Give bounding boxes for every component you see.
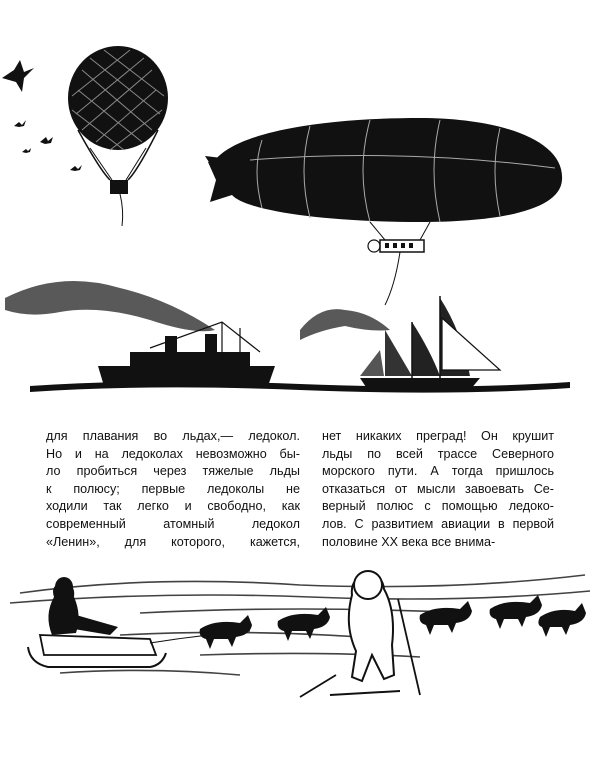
sled-dog-team-illustration xyxy=(0,555,600,725)
text-column-left xyxy=(46,428,300,551)
text-line: ло пробиться через тяжелые льды xyxy=(46,464,300,479)
text-line: нет никаких преград! Он крушит xyxy=(322,429,554,443)
birds-icon xyxy=(2,60,82,171)
text-line: лов. С развитием авиации в первой xyxy=(322,516,554,531)
steamship-icon xyxy=(98,322,275,386)
text-line: морского пути. А тогда пришлось xyxy=(322,464,554,479)
airship-icon xyxy=(205,118,562,305)
sled-icon xyxy=(28,577,250,667)
text-column-right xyxy=(322,428,554,551)
text-line: для плавания во льдах,— ледокол. xyxy=(46,429,300,443)
balloon-icon xyxy=(68,46,168,226)
text-line: к полюсу; первые ледоколы не xyxy=(46,481,300,496)
text-line: льды по всей трассе Северного xyxy=(322,446,554,461)
text-line: Но и на ледоколах невозможно бы- xyxy=(46,446,300,461)
text-line: ходили так легко и свободно, как xyxy=(46,499,300,514)
sailboat-icon xyxy=(360,296,500,390)
balloon-airship-ships-illustration xyxy=(0,30,600,410)
text-line: отказаться от мысли завоевать Се- xyxy=(322,481,554,496)
text-line: половине XX века все внима- xyxy=(322,534,496,549)
text-line: «Ленин», для которого, кажется, xyxy=(46,534,300,549)
text-line: современный атомный ледокол xyxy=(46,516,300,531)
sea-surface-icon xyxy=(30,381,570,392)
text-line: верный полюс с помощью ледоко- xyxy=(322,499,554,514)
